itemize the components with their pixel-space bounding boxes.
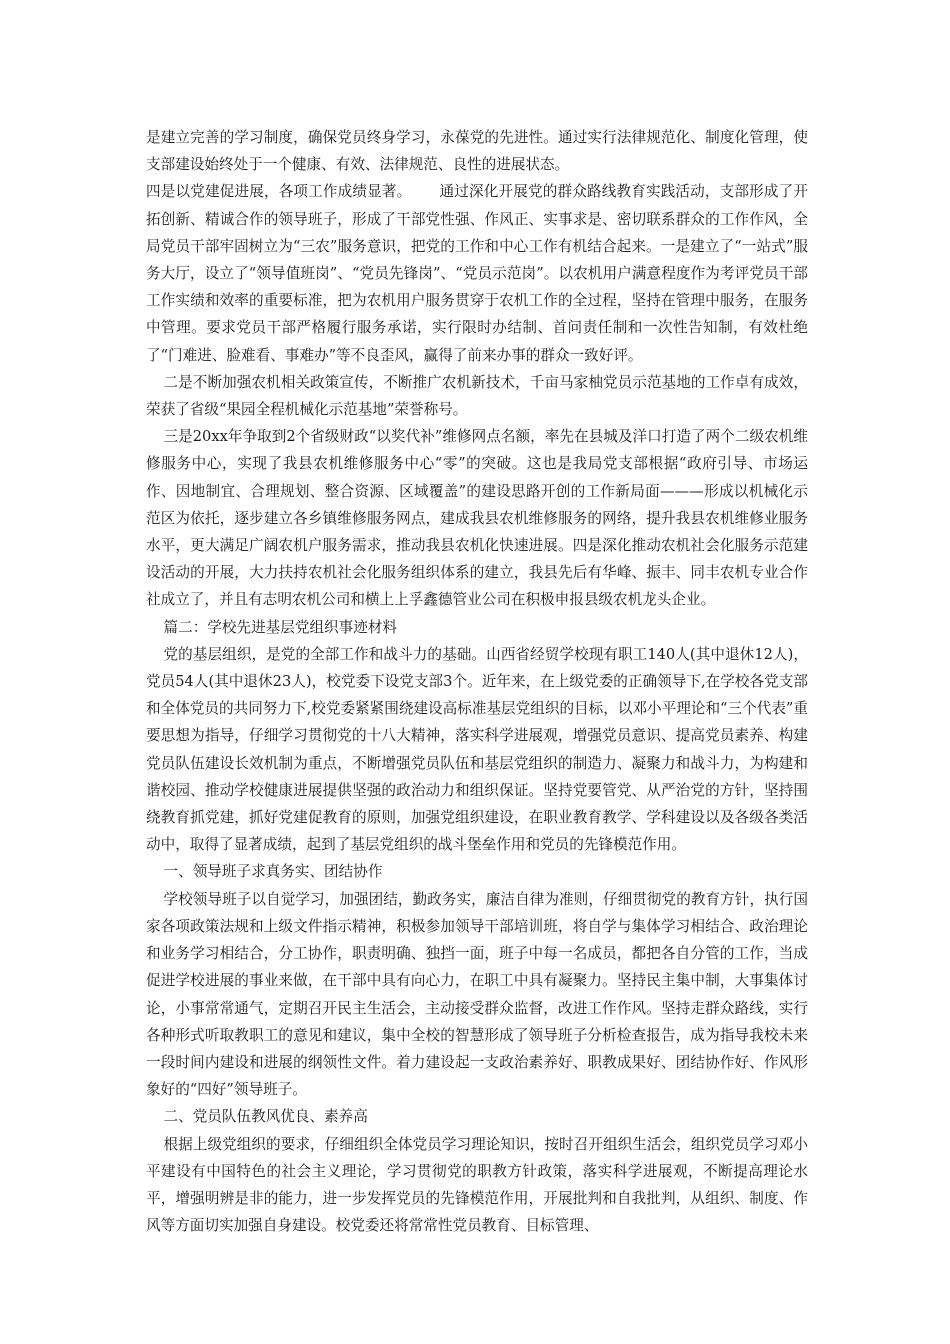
section-heading-members: 二、党员队伍教风优良、素养高 [163,1108,368,1126]
paragraph-body: 通过深化开展党的群众路线教育实践活动，支部形成了开拓创新、精诚合作的领导班子，形成了干部党性强、作风正、实事求是、密切联系群众的工作作风，全局党员干部牢固树立为“三农”服务意识，把党的工作和中心工作有机结合起来。一是建立了“一站式”服务大厅，设立了“领导值班岗”、“党员先锋岗”、“党员示范岗”。以农机用户满意程度作为考评党员干部工作实绩和效率的重要标准，把为农机用户服务贯穿于农机工作的全过程，坚持在管理中服务，在服务中管理。要求党员干部严格履行服务承诺，实行限时办结制、首问责任制和一次性告知制，有效杜绝了“门难进、脸难看、事难办”等不良歪风，赢得了前来办事的群众一致好评。 [146,183,808,364]
paragraph-party-building [146,178,808,368]
paragraph-lead: 四是以党建促进展，各项工作成绩显著。 [146,183,412,201]
section-heading-leadership: 一、领导班子求真务实、团结协作 [163,863,383,881]
paragraph-repair-centers: 三是20xx年争取到2个省级财政“以奖代补”维修网点名额，率先在县城及洋口打造了两个二级农机维修服务中心，实现了我县农机维修服务中心“零”的突破。这也是我局党支部根据“政府引导、市场运作、因地制宜、合理规划、整合资源、区域覆盖”的建设思路开创的工作新局面———形成以机械化示范区为依托，逐步建立各乡镇维修服务网点，建成我县农机维修服务的网络，提升我县农机维修业服务水平，更大满足广阔农机户服务需求，推动我县农机化快速进展。四是深化推动农机社会化服务示范建设活动的开展，大力扶持农机社会化服务组织体系的建立，我县先后有华峰、振丰、同丰农机专业合作社成立了，并且有志明农机公司和横上上孚鑫德管业公司在积极申报县级农机龙头企业。 [146,428,808,609]
paragraph-study-system: 是建立完善的学习制度，确保党员终身学习，永葆党的先进性。通过实行法律规范化、制度化管理，使支部建设始终处于一个健康、有效、法律规范、良性的进展状态。 [146,129,808,174]
document-body [146,124,808,1239]
paragraph-school-intro: 党的基层组织，是党的全部工作和战斗力的基础。山西省经贸学校现有职工140人(其中退休12人)，党员54人(其中退休23人)，校党委下设党支部3个。近年来，在上级党委的正确领导下,在学校各党支部和全体党员的共同努力下,校党委紧紧围绕建设高标准基层党组织的目标，以邓小平理论和“三个代表”重要思想为指导，仔细学习贯彻党的十八大精神，落实科学进展观，增强党员意识、提高党员素养、构建党员队伍建设长效机制为重点，不断增强党员队伍和基层党组织的制造力、凝聚力和战斗力，为构建和谐校园、推动学校健康进展提供坚强的政治动力和组织保证。坚持党要管党、从严治党的方针，坚持围绕教育抓党建，抓好党建促教育的原则，加强党组织建设，在职业教育教学、学科建设以及各级各类活动中，取得了显著成绩，起到了基层党组织的战斗堡垒作用和党员的先锋模范作用。 [146,645,808,854]
paragraph-policy-promotion: 二是不断加强农机相关政策宣传，不断推广农机新技术，千亩马家柚党员示范基地的工作卓有成效，荣获了省级“果园全程机械化示范基地”荣誉称号。 [146,373,808,419]
paragraph-leadership: 学校领导班子以自觉学习，加强团结，勤政务实，廉洁自律为准则，仔细贯彻党的教育方针，执行国家各项政策法规和上级文件指示精神，积极参加领导干部培训班，将自学与集体学习相结合、政治理论和业务学习相结合，分工协作，职责明确、独挡一面，班子中每一名成员，都把各自分管的工作，当成促进学校进展的事业来做，在干部中具有向心力，在职工中具有凝聚力。坚持民主集中制，大事集体讨论，小事常常通气，定期召开民主生活会，主动接受群众监督，改进工作作风。坚持走群众路线，实行各种形式听取教职工的意见和建议，集中全校的智慧形成了领导班子分析检查报告，成为指导我校未来一段时间内建设和进展的纲领性文件。着力建设起一支政治素养好、职教成果好、团结协作好、作风形象好的“四好”领导班子。 [146,890,808,1099]
article-heading: 篇二：学校先进基层党组织事迹材料 [163,618,398,636]
paragraph-members: 根据上级党组织的要求，仔细组织全体党员学习理论知识，按时召开组织生活会，组织党员学习邓小平建设有中国特色的社会主义理论，学习贯彻党的职教方针政策，落实科学进展观，不断提高理论水平，增强明辨是非的能力，进一步发挥党员的先锋模范作用，开展批判和自我批判，从组织、制度、作风等方面切实加强自身建设。校党委还将常常性党员教育、目标管理、 [146,1135,808,1235]
